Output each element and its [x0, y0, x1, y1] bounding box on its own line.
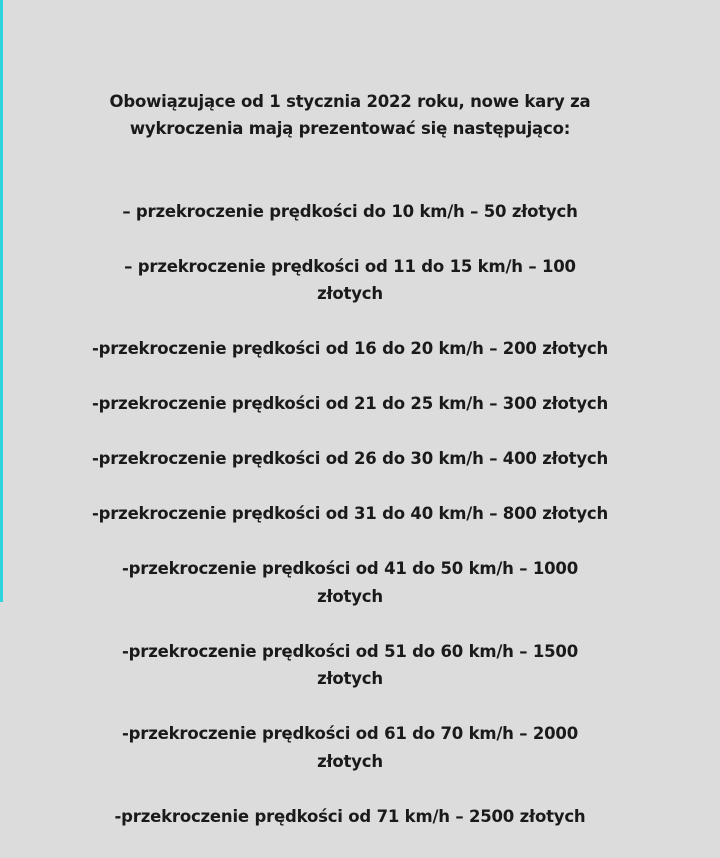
fine-item: – przekroczenie prędkości od 11 do 15 km/h – 100 złotych — [124, 256, 576, 303]
fine-item: -przekroczenie prędkości od 61 do 70 km/h – 2000 złotych — [122, 724, 578, 771]
fine-item: -przekroczenie prędkości od 16 do 20 km/h – 200 złotych — [91, 339, 609, 358]
fine-item: -przekroczenie prędkości od 31 do 40 km/h – 800 złotych — [91, 504, 609, 523]
fine-item: -przekroczenie prędkości od 21 do 25 km/h – 300 złotych — [91, 394, 609, 413]
fine-item: -przekroczenie prędkości od 51 do 60 km/h – 1500 złotych — [122, 641, 578, 688]
fine-item: -przekroczenie prędkości od 41 do 50 km/h – 1000 złotych — [122, 559, 578, 606]
fine-item: -przekroczenie prędkości od 71 km/h – 2500 złotych — [114, 806, 586, 826]
fine-item: -przekroczenie prędkości od 26 do 30 km/h – 400 złotych — [91, 449, 609, 468]
intro-text: Obowiązujące od 1 stycznia 2022 roku, nowe kary za wykroczenia mają prezentować się następująco: — [109, 91, 591, 138]
fines-text — [0, 60, 700, 858]
fine-item: – przekroczenie prędkości do 10 km/h – 50 złotych — [122, 201, 578, 221]
